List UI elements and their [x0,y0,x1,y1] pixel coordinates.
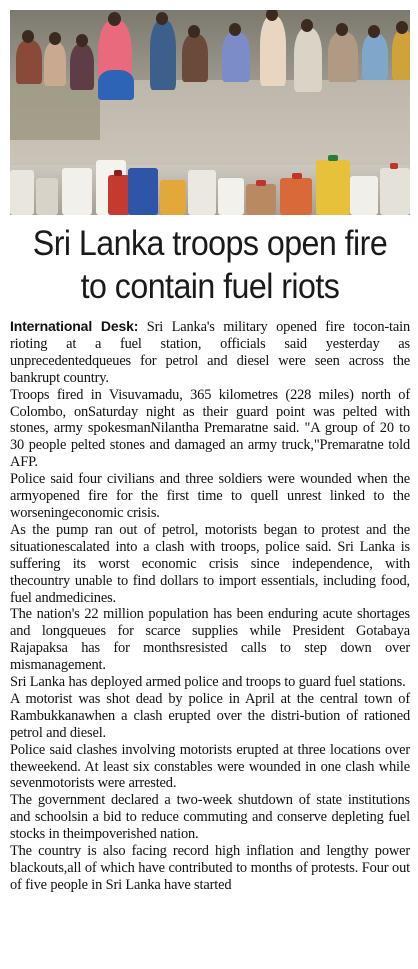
person-head [22,30,34,43]
paragraph: Sri Lanka has deployed armed police and troops to guard fuel stations. [10,674,406,691]
person-head [76,34,88,47]
paragraph: The government declared a two-week shutdown of state institutions and schoolsin a bid to reduce commuting and conserve depleting fuel stocks in theimpoverished nation. [10,792,410,843]
person-head [301,19,313,32]
fuel-can [36,178,58,215]
paragraph: The country is also facing record high inflation and lengthy power blackouts,all of which have contributed to months of protests. Four out of five people in Sri Lanka have started [10,843,410,893]
dateline: International Desk: [10,318,139,334]
fuel-can [160,180,186,215]
paragraph: Police said four civilians and three soldiers were wounded when the armyopened fire for the first time to quell unrest linked to the worseningeconomic crisis. [10,471,410,521]
paragraph: A motorist was shot dead by police in April at the central town of Rambukkanawhen a clash erupted over the distri-bution of rationed petrol and diesel. [10,690,410,741]
paragraph: Police said clashes involving motorists erupted at three locations over theweekend. At least six constables were wounded in one clash while sevenmotorists were arrested. [10,741,410,792]
fuel-can [316,160,350,215]
paragraph: Troops fired in Visuvamadu, 365 kilometres (228 miles) north of Colombo, onSaturday night as their guard point was pelted with stones, army spokesmanNilantha Premaratne said. "A group of 20 to 30 people pelted stones and damaged an army truck,"Premaratne told AFP. [10,386,410,471]
person-head [336,23,348,36]
fuel-can [188,170,216,215]
fuel-can [108,175,130,215]
queue-with-fuel-cans-photo [10,10,410,215]
person-head [156,12,168,25]
can-cap [328,155,338,161]
can-cap [256,180,266,186]
article-body [10,318,410,894]
can-cap [390,163,398,169]
person-figure [44,42,66,86]
person-figure [328,32,358,82]
paragraph: The nation's 22 million population has been enduring acute shortages and longqueues for scarce supplies while President Gotabaya Rajapaksa has for monthsresisted calls to step down over mismanagement. [10,606,410,674]
person-head [108,12,121,26]
person-figure [182,34,208,82]
fuel-can [380,168,410,215]
person-figure [70,44,94,90]
can-cap [114,170,122,176]
person-figure [98,70,134,100]
person-figure [362,34,388,80]
fuel-can [280,178,312,215]
fuel-can [350,176,378,215]
person-head [49,32,61,45]
person-figure [222,32,250,82]
person-figure [260,16,286,86]
headline: Sri Lanka troops open fire to contain fuel riots [32,224,388,306]
person-head [396,21,408,34]
fuel-can [218,178,244,215]
person-figure [16,40,42,84]
person-head [188,25,200,38]
fuel-can [128,168,158,215]
person-figure [150,20,176,90]
fuel-can [10,170,34,215]
person-head [368,25,380,38]
person-figure [294,28,322,92]
fuel-can [246,184,276,215]
paragraph: As the pump ran out of petrol, motorists began to protest and the situationescalated into a clash with troops, police said. Sri Lanka is suffering its worst economic crisis since independence, with thecountry unable to find dollars to import essentials, including food, fuel andmedicines. [10,521,410,606]
person-head [229,23,241,36]
paragraph: International Desk: Sri Lanka's military opened fire tocon-tain rioting at a fuel station, officials said yesterday as unprecedentedqueues for petrol and diesel were seen across the bankrupt country. [10,318,410,386]
fuel-can [62,168,92,215]
person-figure [392,30,410,80]
can-cap [292,173,302,179]
